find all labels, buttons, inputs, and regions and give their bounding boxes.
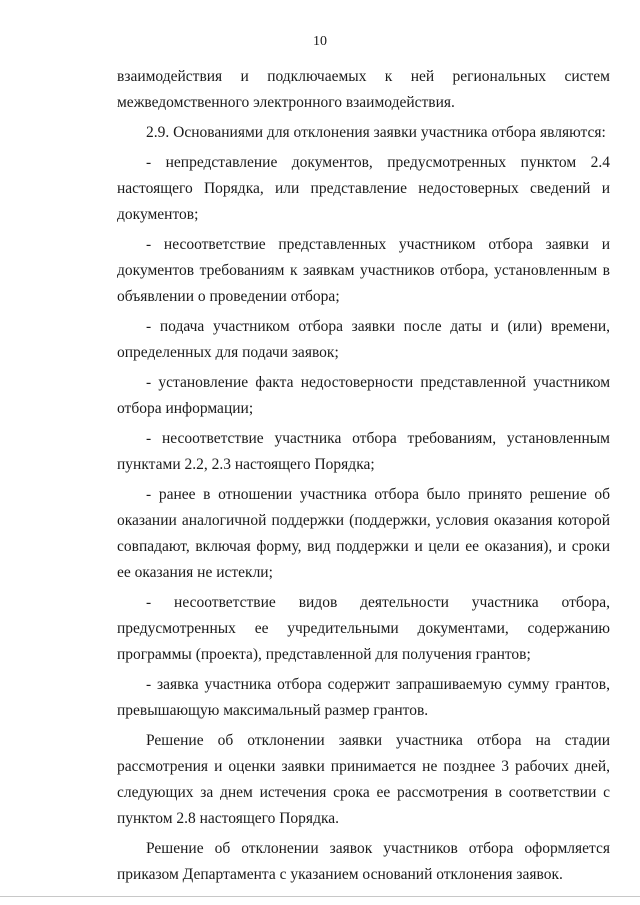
- list-item-ground: - установление факта недостоверности представленной участником отбора информации;: [117, 374, 610, 417]
- paragraph-decision-timing: Решение об отклонении заявки участника отбора на стадии рассмотрения и оценки заявки принимается не позднее 3 рабочих дней, следующих за днем истечения срока ее рассмотрения в соответствии с пунктом 2.8 настоящего Порядка.: [117, 732, 610, 827]
- document-body: [117, 64, 610, 892]
- list-item-ground: - непредставление документов, предусмотренных пунктом 2.4 настоящего Порядка, или представление недостоверных сведений и документов;: [117, 154, 610, 223]
- paragraph-continuation: взаимодействия и подключаемых к ней региональных систем межведомственного электронного взаимодействия.: [117, 68, 610, 111]
- page-number: 10: [313, 34, 327, 49]
- list-item-ground: - несоответствие представленных участником отбора заявки и документов требованиям к заявкам участников отбора, установленным в объявлении о проведении отбора;: [117, 236, 610, 305]
- list-item-ground: - подача участником отбора заявки после даты и (или) времени, определенных для подачи заявок;: [117, 318, 610, 361]
- paragraph-decision-order: Решение об отклонении заявок участников отбора оформляется приказом Департамента с указанием оснований отклонения заявок.: [117, 840, 610, 883]
- list-item-ground: - ранее в отношении участника отбора было принято решение об оказании аналогичной поддержки (поддержки, условия оказания которой совпадают, включая форму, вид поддержки и цели ее оказания), и сроки ее оказания не истекли;: [117, 486, 610, 581]
- page-bottom-divider: [0, 896, 640, 897]
- list-item-ground: - несоответствие видов деятельности участника отбора, предусмотренных ее учредительными документами, содержанию программы (проекта), представленной для получения грантов;: [117, 594, 610, 663]
- paragraph-section-2-9-heading: 2.9. Основаниями для отклонения заявки участника отбора являются:: [146, 124, 606, 141]
- list-item-ground: - заявка участника отбора содержит запрашиваемую сумму грантов, превышающую максимальный размер грантов.: [117, 676, 610, 719]
- list-item-ground: - несоответствие участника отбора требованиям, установленным пунктами 2.2, 2.3 настоящего Порядка;: [117, 430, 610, 473]
